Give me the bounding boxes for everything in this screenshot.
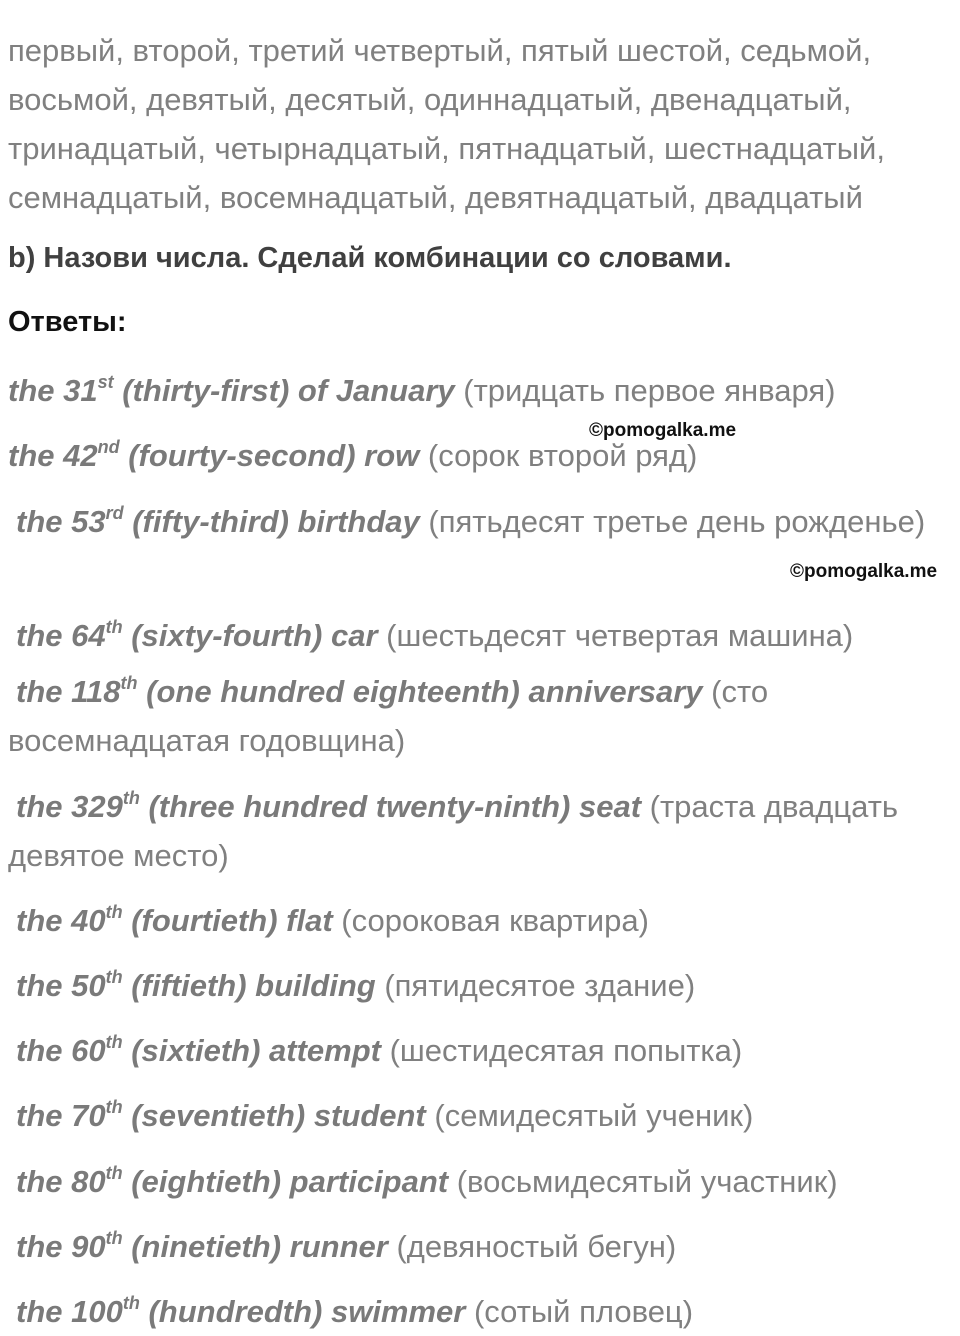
answer-english: the 118th (one hundred eighteenth) anniversary (16, 672, 703, 709)
answer-item (8, 497, 956, 546)
answer-item (8, 1091, 956, 1140)
answer-item (8, 782, 956, 880)
answer-english: the 60th (sixtieth) attempt (16, 1031, 381, 1068)
ordinal-numbers-paragraph: первый, второй, третий четвертый, пятый шестой, седьмой, восьмой, девятый, десятый, одиннадцатый, двенадцатый, тринадцатый, четырнадцатый, пятнадцатый, шестнадцатый, семнадцатый, восемнадцатый, девятнадцатый, двадцатый (8, 33, 885, 215)
answer-translation: (восьмидесятый участник) (448, 1164, 838, 1199)
answer-translation: (шестьдесят четвертая машина) (377, 618, 854, 653)
answer-english: the 329th (three hundred twenty-ninth) seat (16, 787, 642, 824)
answer-item (8, 667, 956, 765)
answer-english: the 64th (sixty-fourth) car (16, 616, 378, 653)
answer-item (8, 611, 956, 660)
answers-heading: Ответы: (8, 306, 127, 338)
answer-english: the 42nd (fourty-second) row (8, 436, 420, 473)
answer-translation: (девяностый бегун) (387, 1229, 677, 1264)
answer-item (8, 1222, 956, 1271)
answer-english: the 80th (eightieth) participant (16, 1162, 449, 1199)
answer-english: the 31st (thirty-first) of January (8, 371, 455, 408)
answer-english: the 40th (fourtieth) flat (16, 901, 333, 938)
answer-translation: (траста двадцать девятое место) (8, 789, 899, 873)
answer-translation: (сотый пловец) (465, 1294, 694, 1329)
answer-english: the 90th (ninetieth) runner (16, 1227, 388, 1264)
answer-item (8, 1287, 956, 1336)
task-heading: b) Назови числа. Сделай комбинации со словами. (8, 242, 732, 274)
answer-item (8, 1026, 956, 1075)
answer-translation: (тридцать первое января) (454, 373, 836, 408)
answer-item (8, 961, 956, 1010)
watermark: ©pomogalka.me (589, 420, 737, 441)
answer-item (8, 1157, 956, 1206)
watermark: ©pomogalka.me (790, 561, 938, 582)
answer-translation: (пятидесятое здание) (375, 968, 696, 1003)
answer-translation: (сороковая квартира) (332, 903, 649, 938)
answer-item (8, 431, 956, 480)
answer-translation: (пятьдесят третье день рожденье) (419, 504, 926, 539)
answer-english: the 100th (hundredth) swimmer (16, 1292, 466, 1329)
answer-item (8, 366, 956, 415)
answer-translation: (сто восемнадцатая годовщина) (8, 674, 769, 758)
answer-translation: (семидесятый ученик) (425, 1098, 754, 1133)
answer-item (8, 896, 956, 945)
answer-english: the 53rd (fifty-third) birthday (16, 502, 420, 539)
answer-english: the 50th (fiftieth) building (16, 966, 376, 1003)
answer-english: the 70th (seventieth) student (16, 1096, 426, 1133)
answer-translation: (сорок второй ряд) (419, 438, 698, 473)
answer-translation: (шестидесятая попытка) (380, 1033, 743, 1068)
